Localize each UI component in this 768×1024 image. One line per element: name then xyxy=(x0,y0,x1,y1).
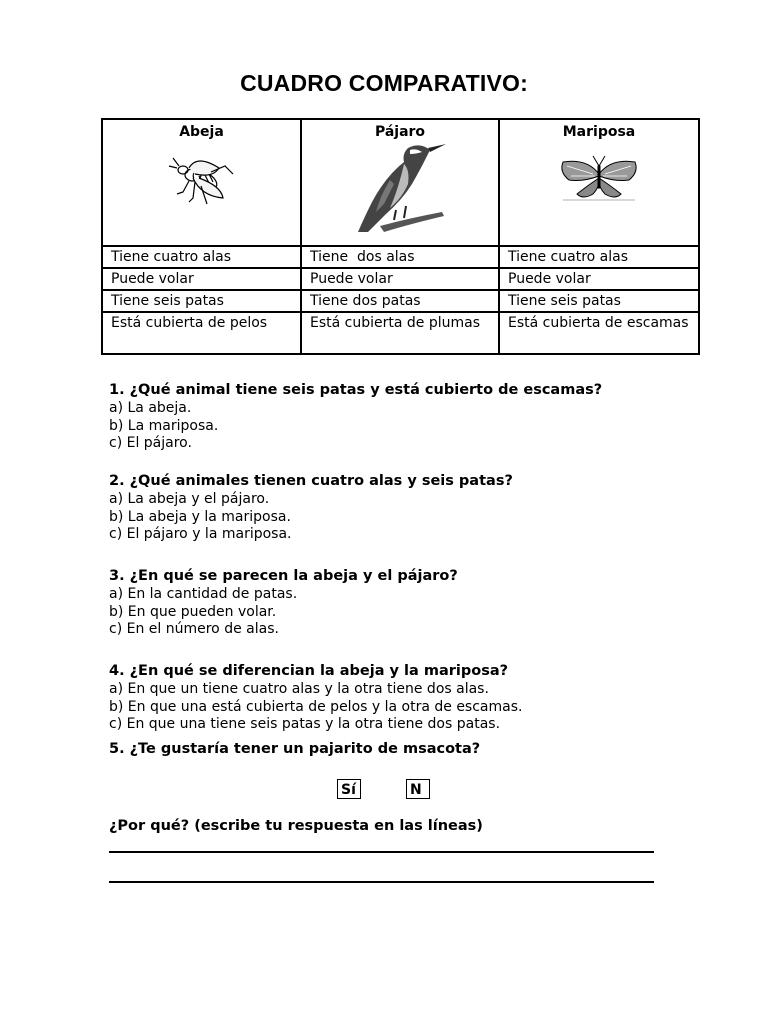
answer-option: a) En que un tiene cuatro alas y la otra tiene dos alas. xyxy=(109,681,489,697)
question-text: 4. ¿En qué se diferencian la abeja y la mariposa? xyxy=(109,663,509,679)
table-row xyxy=(102,246,699,268)
question-text: 1. ¿Qué animal tiene seis patas y está cubierto de escamas? xyxy=(109,382,603,398)
table-cell: Tiene dos alas xyxy=(301,246,499,268)
header-cell-bird xyxy=(301,119,499,246)
table-row xyxy=(102,290,699,312)
answer-option: c) En el número de alas. xyxy=(109,621,279,637)
bird-photo-icon xyxy=(350,140,450,238)
table-cell: Puede volar xyxy=(102,268,301,290)
answer-option: b) La mariposa. xyxy=(109,417,219,434)
question-2 xyxy=(109,471,689,544)
answer-option: b) En que una está cubierta de pelos y la otra de escamas. xyxy=(109,698,523,715)
question-1 xyxy=(109,380,689,453)
table-header-row xyxy=(102,119,699,246)
header-label-bee: Abeja xyxy=(179,124,224,140)
table-cell: Está cubierta de escamas xyxy=(499,312,699,354)
header-cell-bee xyxy=(102,119,301,246)
answer-option: c) En que una tiene seis patas y la otra tiene dos patas. xyxy=(109,716,501,732)
answer-option: a) La abeja y el pájaro. xyxy=(109,491,270,507)
answer-line-1[interactable] xyxy=(109,851,654,853)
question-4 xyxy=(109,661,689,734)
comparison-table xyxy=(101,118,700,355)
table-cell: Está cubierta de pelos xyxy=(102,312,301,354)
table-cell: Tiene cuatro alas xyxy=(499,246,699,268)
answer-option: c) El pájaro. xyxy=(109,435,192,451)
table-cell: Tiene seis patas xyxy=(102,290,301,312)
no-checkbox[interactable]: N xyxy=(406,779,430,799)
question-text: 2. ¿Qué animales tienen cuatro alas y seis patas? xyxy=(109,473,513,489)
bee-illustration-icon xyxy=(163,148,241,216)
question-3 xyxy=(109,566,689,639)
question-text: 5. ¿Te gustaría tener un pajarito de msacota? xyxy=(109,741,481,757)
answer-line-2[interactable] xyxy=(109,881,654,883)
table-cell: Puede volar xyxy=(301,268,499,290)
butterfly-illustration-icon xyxy=(557,152,641,202)
answer-option: c) El pájaro y la mariposa. xyxy=(109,526,292,542)
why-prompt: ¿Por qué? (escribe tu respuesta en las líneas) xyxy=(109,818,483,834)
question-5 xyxy=(109,739,689,759)
table-cell: Está cubierta de plumas xyxy=(301,312,499,354)
table-row xyxy=(102,268,699,290)
table-cell: Tiene cuatro alas xyxy=(102,246,301,268)
table-row xyxy=(102,312,699,354)
header-label-butterfly: Mariposa xyxy=(562,124,636,140)
header-label-bird: Pájaro xyxy=(374,124,426,140)
answer-option: b) La abeja y la mariposa. xyxy=(109,508,291,525)
answer-option: b) En que pueden volar. xyxy=(109,603,277,620)
question-text: 3. ¿En qué se parecen la abeja y el pájaro? xyxy=(109,568,458,584)
table-cell: Puede volar xyxy=(499,268,699,290)
page-title: CUADRO COMPARATIVO: xyxy=(240,70,528,96)
yes-checkbox[interactable]: Sí xyxy=(337,779,361,799)
header-cell-butterfly xyxy=(499,119,699,246)
table-cell: Tiene seis patas xyxy=(499,290,699,312)
table-cell: Tiene dos patas xyxy=(301,290,499,312)
answer-option: a) La abeja. xyxy=(109,400,192,416)
answer-option: a) En la cantidad de patas. xyxy=(109,586,298,602)
